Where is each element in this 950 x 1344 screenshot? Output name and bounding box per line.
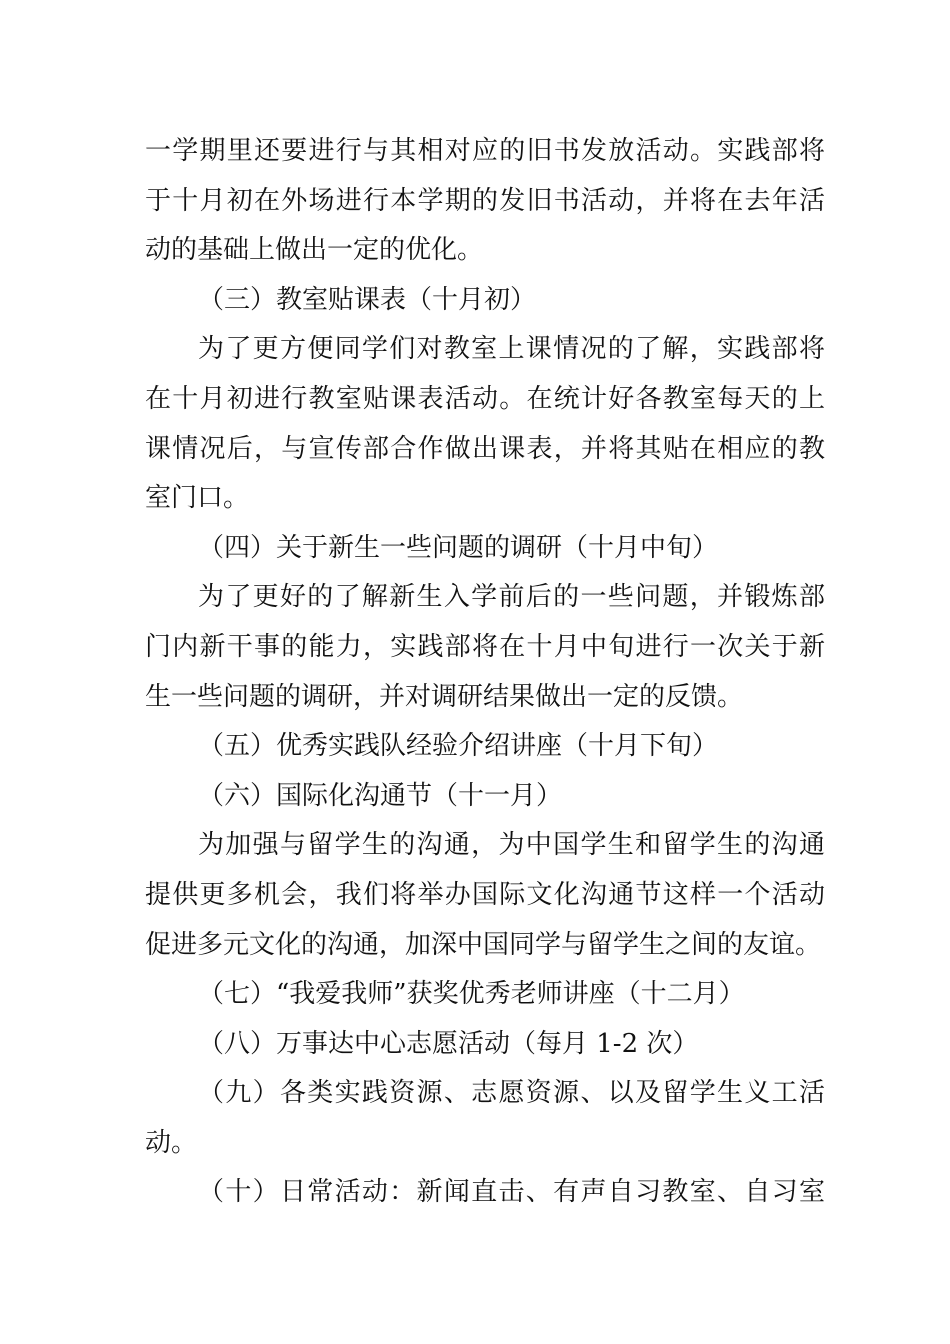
paragraph-line: 为了更好的了解新生入学前后的一些问题，并锻炼部: [198, 582, 825, 613]
paragraph-line: 课情况后，与宣传部合作做出课表，并将其贴在相应的教: [145, 433, 825, 464]
paragraph-line: 生一些问题的调研，并对调研结果做出一定的反馈。: [145, 681, 744, 712]
section-heading-8: （八）万事达中心志愿活动（每月 1-2 次）: [198, 1028, 699, 1059]
paragraph-line: 一学期里还要进行与其相对应的旧书发放活动。实践部将: [145, 136, 825, 166]
paragraph-line: 为加强与留学生的沟通，为中国学生和留学生的沟通: [198, 830, 825, 861]
section-heading-6: （六）国际化沟通节（十一月）: [198, 780, 563, 811]
paragraph-line: 提供更多机会，我们将举办国际文化沟通节这样一个活动: [145, 879, 825, 910]
paragraph-line: 于十月初在外场进行本学期的发旧书活动，并将在去年活: [145, 185, 825, 216]
section-heading-3: （三）教室贴课表（十月初）: [198, 284, 537, 315]
document-body: [145, 127, 825, 1218]
paragraph-line: 门内新干事的能力，实践部将在十月中旬进行一次关于新: [145, 631, 825, 662]
paragraph-line: 在十月初进行教室贴课表活动。在统计好各教室每天的上: [145, 383, 825, 414]
section-heading-7: （七）“我爱我师”获奖优秀老师讲座（十二月）: [198, 979, 745, 1010]
paragraph-line: 动。: [145, 1127, 198, 1158]
section-heading-9: （九）各类实践资源、志愿资源、以及留学生义工活: [198, 1078, 825, 1109]
paragraph-line: 为了更方便同学们对教室上课情况的了解，实践部将: [198, 334, 825, 365]
paragraph-line: 室门口。: [145, 483, 250, 514]
section-heading-10: （十）日常活动：新闻直击、有声自习教室、自习室: [198, 1177, 825, 1208]
section-heading-4: （四）关于新生一些问题的调研（十月中旬）: [198, 532, 719, 563]
paragraph-line: 促进多元文化的沟通，加深中国同学与留学生之间的友谊。: [145, 929, 822, 960]
section-heading-5: （五）优秀实践队经验介绍讲座（十月下旬）: [198, 731, 719, 762]
paragraph-line: 动的基础上做出一定的优化。: [145, 235, 484, 266]
